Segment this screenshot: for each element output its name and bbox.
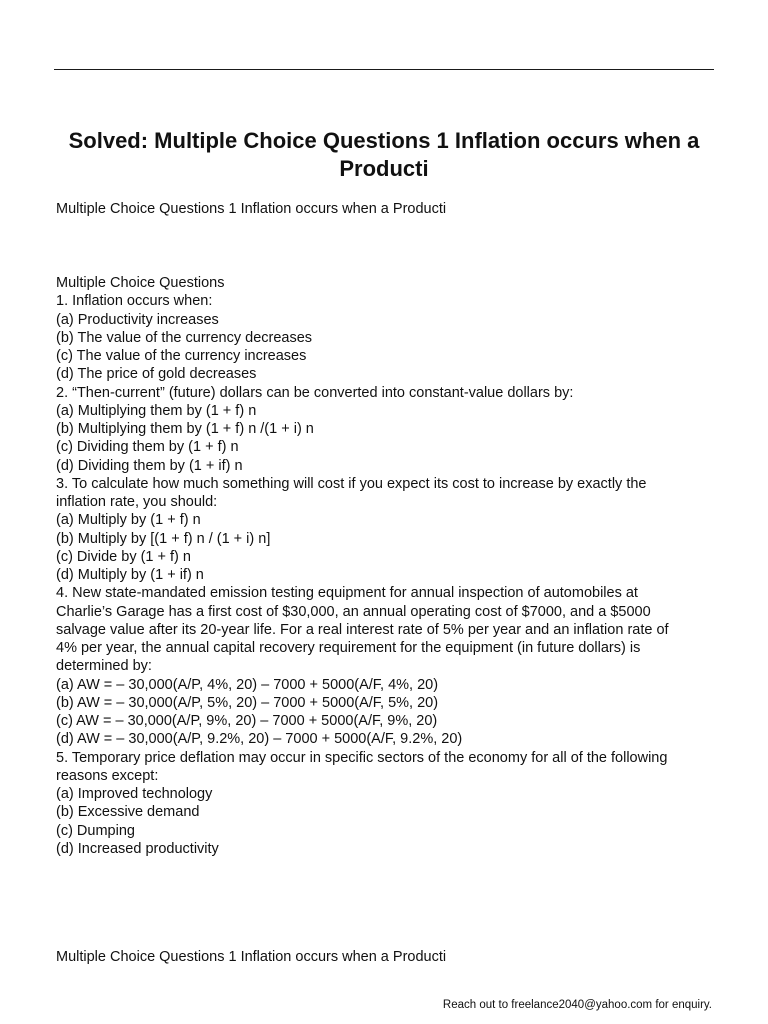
q3-option-b: (b) Multiply by [(1 + f) n / (1 + i) n] (56, 530, 271, 547)
q1-option-d: (d) The price of gold decreases (56, 366, 257, 383)
question-4-line-2: Charlie’s Garage has a first cost of $30,000, an annual operating cost of $7000, and a $5000 (56, 603, 651, 620)
q5-option-a: (a) Improved technology (56, 786, 213, 802)
page-subtitle: Multiple Choice Questions 1 Inflation occurs when a Producti (56, 201, 447, 217)
q4-option-d: (d) AW = – 30,000(A/P, 9.2%, 20) – 7000 + 5000(A/F, 9.2%, 20) (56, 731, 463, 748)
question-5-line-2: reasons except: (56, 767, 159, 784)
question-5-line-1: 5. Temporary price deflation may occur in specific sectors of the economy for all of the following (56, 749, 668, 766)
q1-option-c: (c) The value of the currency increases (56, 348, 307, 364)
q3-option-d: (d) Multiply by (1 + if) n (56, 567, 204, 583)
q5-option-b: (b) Excessive demand (56, 804, 200, 821)
question-4-line-4: 4% per year, the annual capital recovery requirement for the equipment (in future dollars) is (56, 640, 641, 656)
question-3-line-2: inflation rate, you should: (56, 494, 218, 510)
question-2: 2. “Then-current” (future) dollars can be converted into constant-value dollars by: (56, 384, 574, 401)
q5-option-c: (c) Dumping (56, 822, 135, 839)
section-heading: Multiple Choice Questions (56, 275, 225, 291)
q1-option-a: (a) Productivity increases (56, 311, 219, 328)
question-4-line-5: determined by: (56, 658, 152, 675)
footer-title-repeat: Multiple Choice Questions 1 Inflation occurs when a Producti (56, 949, 447, 965)
q1-option-b: (b) The value of the currency decreases (56, 329, 313, 346)
question-4-line-1: 4. New state-mandated emission testing equipment for annual inspection of automobiles at (56, 585, 638, 602)
question-body (56, 274, 716, 858)
question-1: 1. Inflation occurs when: (56, 293, 213, 310)
q2-option-a: (a) Multiplying them by (1 + f) n (56, 402, 257, 419)
question-4-line-3: salvage value after its 20-year life. For a real interest rate of 5% per year and an inflation rate of (56, 621, 669, 638)
question-3-line-1: 3. To calculate how much something will cost if you expect its cost to increase by exactly the (56, 475, 647, 492)
q3-option-a: (a) Multiply by (1 + f) n (56, 512, 201, 529)
contact-note: Reach out to freelance2040@yahoo.com for enquiry. (442, 999, 712, 1011)
q4-option-a: (a) AW = – 30,000(A/P, 4%, 20) – 7000 + 5000(A/F, 4%, 20) (56, 676, 439, 693)
q2-option-c: (c) Dividing them by (1 + f) n (56, 439, 239, 456)
q4-option-c: (c) AW = – 30,000(A/P, 9%, 20) – 7000 + 5000(A/F, 9%, 20) (56, 713, 438, 729)
header-divider (54, 69, 714, 70)
q2-option-b: (b) Multiplying them by (1 + f) n /(1 + i) n (56, 421, 314, 437)
q4-option-b: (b) AW = – 30,000(A/P, 5%, 20) – 7000 + 5000(A/F, 5%, 20) (56, 694, 439, 711)
page-title: Solved: Multiple Choice Questions 1 Inflation occurs when a Producti (68, 128, 700, 181)
q2-option-d: (d) Dividing them by (1 + if) n (56, 457, 243, 474)
q3-option-c: (c) Divide by (1 + f) n (56, 548, 191, 565)
q5-option-d: (d) Increased productivity (56, 840, 219, 857)
